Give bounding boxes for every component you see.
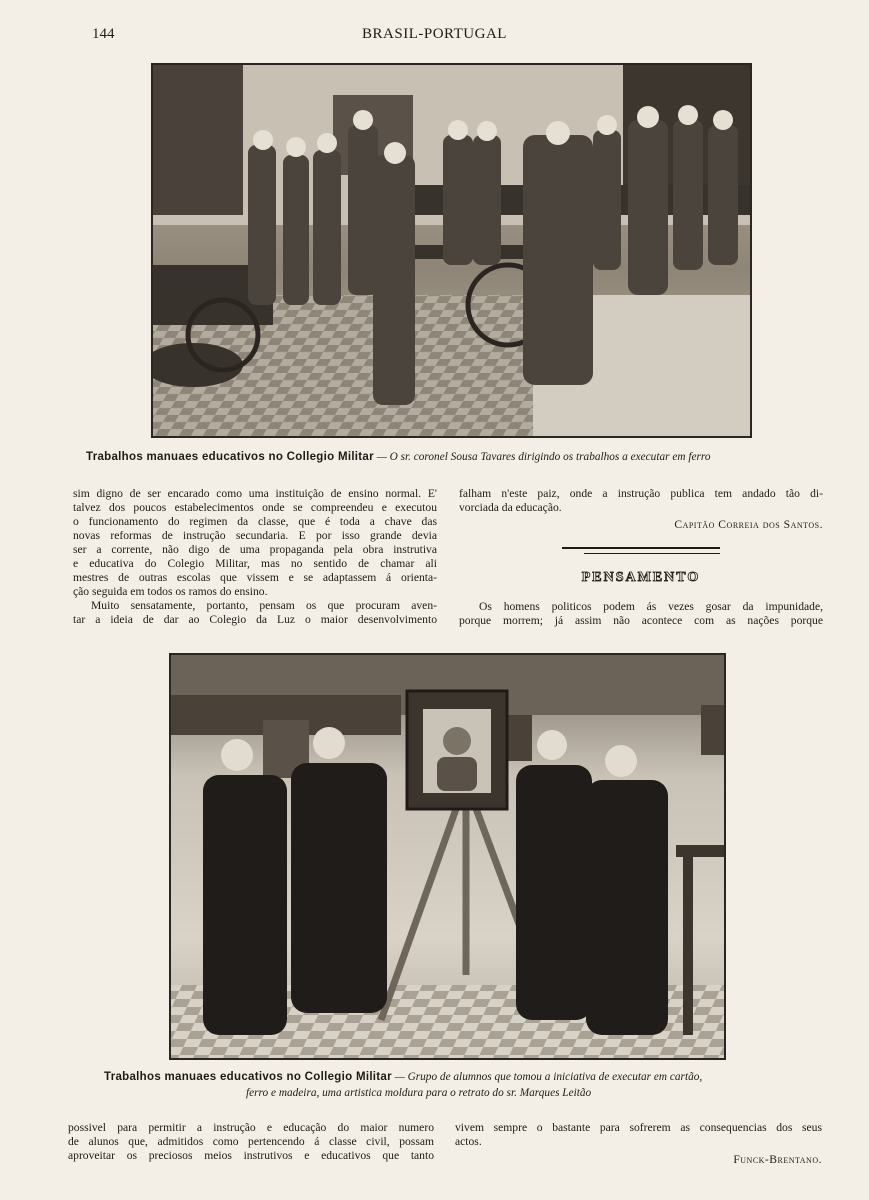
section-divider [584,553,720,554]
caption-heading: Trabalhos manuaes educativos no Collegio Militar [104,1071,392,1083]
article-column-right [459,487,823,532]
text-line: falham n'este paiz, onde a instrução publica tem andado tão di- [459,487,823,500]
pensamento-text-continued [455,1121,822,1167]
text-line: talvez dos poucos estabelecimentos onde se compreendeu e executou [73,501,437,514]
text-line: ser a corrente, não digo de uma propaganda pela obra instrutiva [73,543,437,556]
text-line: actos. [455,1135,482,1148]
group-illustration [171,655,724,1058]
text-line: ção seguida em todos os ramos do ensino. [73,585,268,598]
author-signature: Capitão Correia dos Santos. [674,518,823,531]
text-line: Os homens politicos podem ás vezes gosar da impunidade, [479,600,823,613]
text-line: Muito sensatamente, portanto, pensam os que procuram aven- [91,599,437,612]
text-line: de alunos que, admitidos como pertencendo á classe civil, possam [68,1135,434,1148]
author-signature: Funck-Brentano. [733,1153,822,1166]
text-line: o funcionamento do regimen da classe, que é toda a chave das [73,515,437,528]
text-line: vivem sempre o bastante para sofrerem as consequencias dos seus [455,1121,822,1134]
page-number: 144 [92,26,115,42]
pensamento-text [459,600,823,628]
workshop-illustration [153,65,750,436]
text-line: tar a ideia de dar ao Colegio da Luz o maior desenvolvimento [73,613,437,626]
group-portrait-photo [169,653,726,1060]
text-line: novas reformas de instrução secundaria. E por isso grande devia [73,529,437,542]
caption-text: — O sr. coronel Sousa Tavares dirigindo os trabalhos a executar em ferro [373,451,711,463]
photo-caption [104,1070,702,1085]
section-divider [562,547,720,549]
caption-text: ferro e madeira, uma artistica moldura para o retrato do sr. Marques Leitão [246,1087,592,1099]
article-column-left [73,487,437,627]
workshop-photo [151,63,752,438]
text-line: possivel para permitir a instrução e educação do maior numero [68,1121,434,1134]
text-line: sim digno de ser encarado como uma instituição de ensino normal. E' [73,487,437,500]
photo-caption-continued [246,1086,591,1101]
text-line: mestres de outras escolas que vissem e se adaptassem á orienta- [73,571,437,584]
caption-text: — Grupo de alumnos que tomou a iniciativa de executar em cartão, [391,1071,703,1083]
photo-caption [86,450,711,465]
section-heading: PENSAMENTO [581,570,701,585]
text-line: e educativa do Colegio Militar, mas no sentido de chamar ali [73,557,437,570]
text-line: porque morrem; já assim não acontece com as nações porque [459,614,823,627]
caption-heading: Trabalhos manuaes educativos no Collegio Militar [86,451,374,463]
text-line: aproveitar os preciosos meios instrutivos e educativos que tanto [68,1149,434,1162]
text-line: vorciada da educação. [459,501,562,514]
article-column-left-continued [68,1121,434,1163]
running-head: BRASIL-PORTUGAL [362,26,507,42]
